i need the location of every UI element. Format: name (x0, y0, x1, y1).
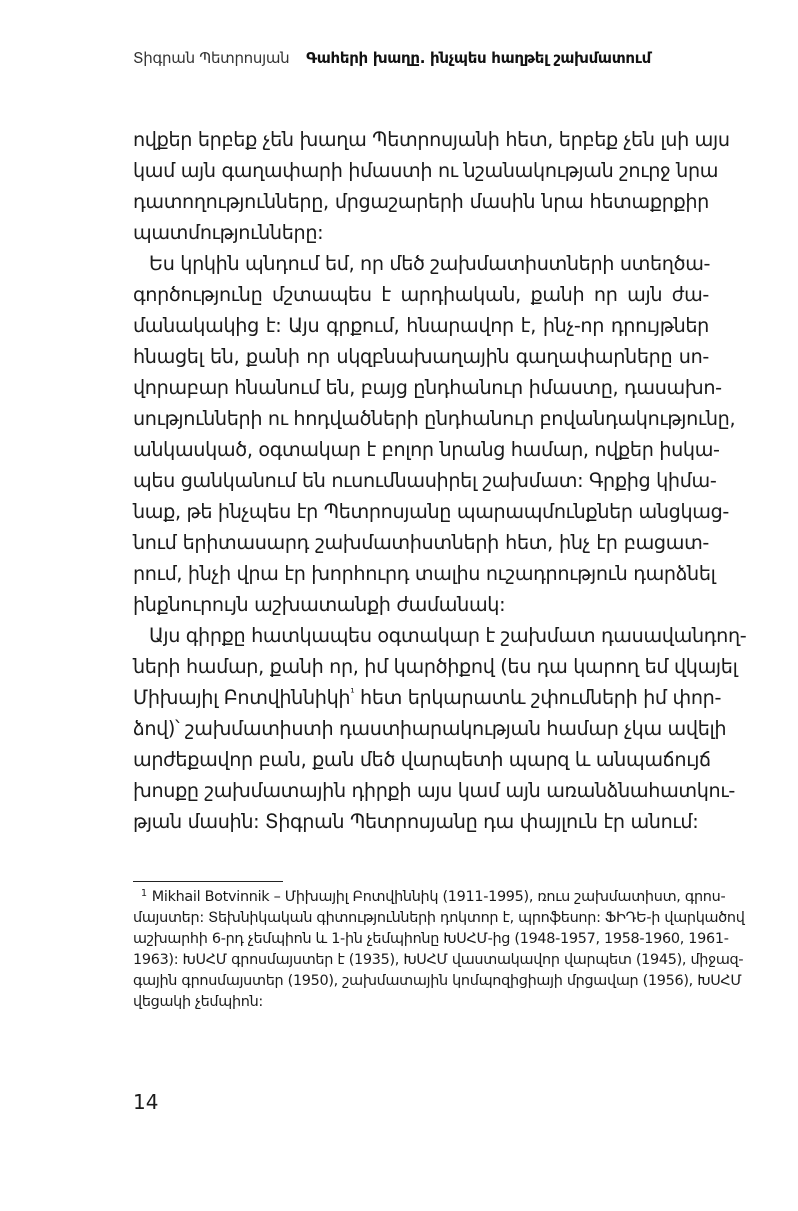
text-line: խոսքը շախմատային դիրքի այս կամ այն առանձնահատկու- (133, 779, 735, 802)
text-fragment: Միխայիլ Բոտվիննիկի (133, 686, 351, 709)
footnote-1 (133, 887, 745, 1013)
text-line: նում երիտասարդ շախմատիստների հետ, ինչ էր բացատ- (133, 531, 709, 554)
footnote-line: վեցակի չեմպիոն: (133, 994, 263, 1010)
footnote-line: 1963): ԽՍՀՄ գրոսմայստեր է (1935), ԽՍՀՄ վաստակավոր վարպետ (1945), միջազ- (133, 952, 744, 968)
text-line: հնացել են, քանի որ սկզբնախաղային գաղափարները սո- (133, 345, 709, 368)
body-text (133, 124, 747, 837)
text-line: կամ այն գաղափարի իմաստի ու նշանակության շուրջ նրա (133, 159, 719, 182)
text-line: վորաբար հնանում են, բայց ընդհանուր իմաստը, դասախո- (133, 376, 722, 399)
text-line: թյան մասին: Տիգրան Պետրոսյանը դա փայլուն էր անում: (133, 810, 699, 833)
text-line: ովքեր երբեք չեն խաղա Պետրոսյանի հետ, երբեք չեն լսի այս (133, 128, 730, 151)
running-header (133, 48, 713, 68)
text-fragment: հետ երկարատև շփումների իմ փոր- (354, 686, 722, 709)
text-line: դատողությունները, մրցաշարերի մասին նրա հետաքրքիր (133, 190, 709, 213)
footnote-line: աշխարհի 6-րդ չեմպիոն և 1-ին չեմպիոնը ԽՍՀՄ-ից (1948-1957, 1958-1960, 1961- (133, 931, 729, 947)
paragraph-3 (133, 620, 747, 837)
footnote-divider (133, 881, 283, 882)
text-line: Ես կրկին պնդում եմ, որ մեծ շախմատիստների ստեղծա- (149, 252, 711, 275)
footnote-marker: 1 (141, 888, 147, 899)
text-line: արժեքավոր բան, քան մեծ վարպետի պարզ և անպաճույճ (133, 748, 711, 771)
footnote-text: Mikhail Botvinnik – Միխայիլ Բոտվիննիկ (1911-1995), ռուս շախմատիստ, գրոս- (151, 889, 726, 905)
text-line: մանակակից է: Այս գրքում, հնարավոր է, ինչ-որ դրույթներ (133, 314, 709, 337)
footnote-line: գային գրոսմայստեր (1950), շախմատային կոմպոզիցիայի մրցավար (1956), ԽՍՀՄ (133, 973, 742, 989)
paragraph-1 (133, 124, 730, 248)
text-line: ների համար, քանի որ, իմ կարծիքով (ես դա կարող եմ վկայել (133, 655, 738, 678)
footnote-line (133, 887, 726, 908)
text-line: Այս գիրքը հատկապես օգտակար է շախմատ դասավանդող- (149, 624, 747, 647)
footnote-line: մայստեր: Տեխնիկական գիտությունների դոկտոր է, պրոֆեսոր: ՖԻԴԵ-ի վարկածով (133, 910, 745, 926)
page-number: 14 (133, 1090, 159, 1114)
text-line: գործությունը մշտապես է արդիական, քանի որ այն ժա- (133, 283, 709, 306)
header-book-title: Գահերի խաղը. ինչպես հաղթել շախմատում (306, 49, 651, 67)
text-line: ձով)՝ շախմատիստի դաստիարակության համար չկա ավելի (133, 717, 727, 740)
footnote-reference[interactable]: ¹ (350, 686, 355, 699)
footnotes (133, 887, 745, 1013)
text-line-with-footnote-ref (133, 682, 722, 713)
header-author: Տիգրան Պետրոսյան (133, 49, 290, 67)
text-line: պես ցանկանում են ուսումնասիրել շախմատ: Գրքից կիմա- (133, 469, 717, 492)
text-line: պատմությունները: (133, 221, 324, 244)
text-line: նաք, թե ինչպես էր Պետրոսյանը պարապմունքներ անցկաց- (133, 500, 729, 523)
text-line: րում, ինչի վրա էր խորհուրդ տալիս ուշադրություն դարձնել (133, 562, 716, 585)
text-line: անկասկած, օգտակար է բոլոր նրանց համար, ովքեր իսկա- (133, 438, 720, 461)
paragraph-2 (133, 248, 736, 620)
text-line: ինքնուրույն աշխատանքի ժամանակ: (133, 593, 506, 616)
text-line: սությունների ու հոդվածների ընդհանուր բովանդակությունը, (133, 407, 736, 430)
